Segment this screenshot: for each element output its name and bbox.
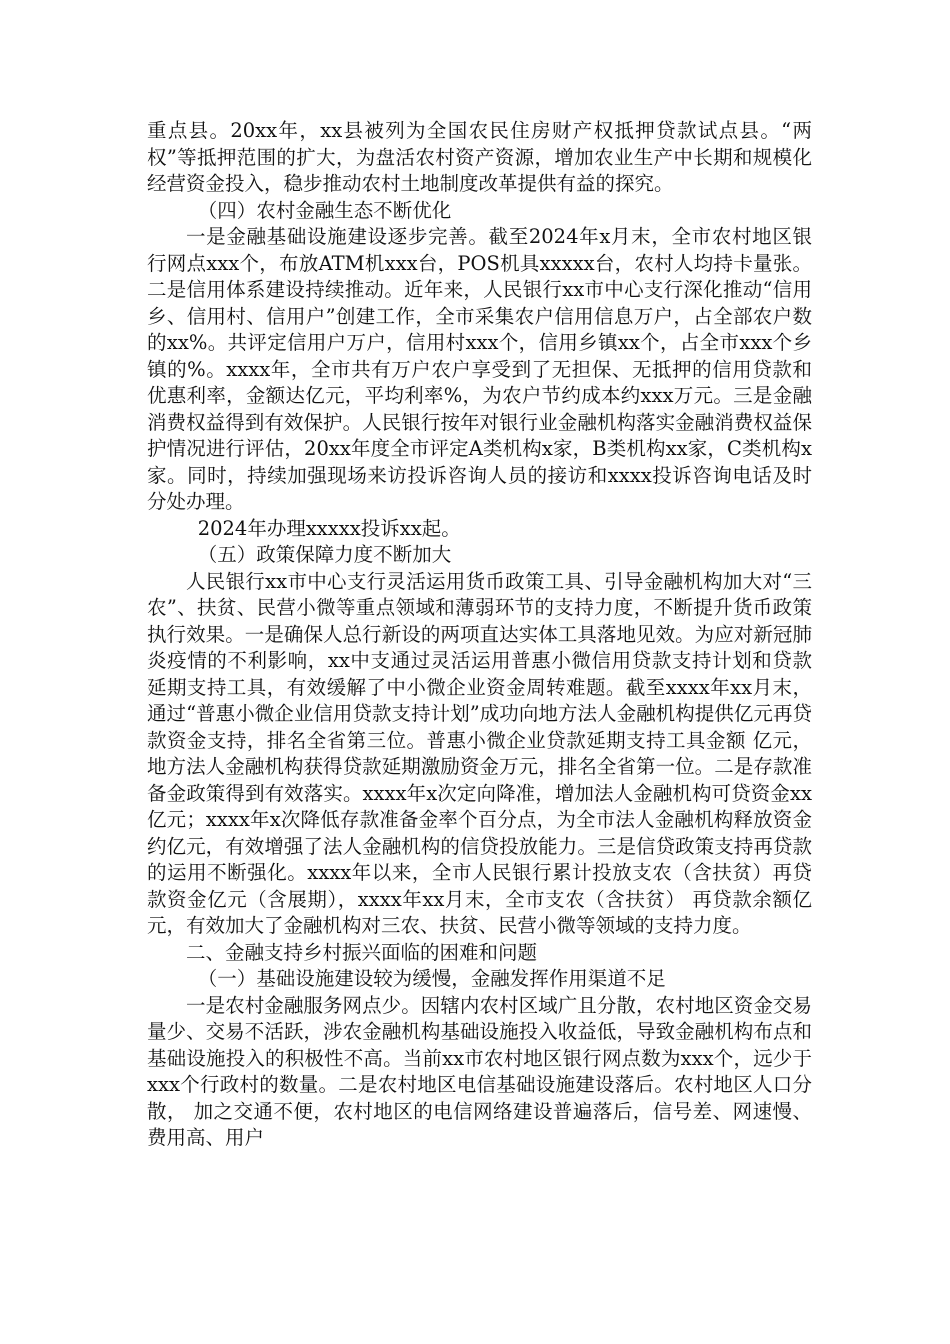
document-page <box>147 118 812 1152</box>
paragraph-rural-finance-ecology: 一是金融基础设施建设逐步完善。截至2024年x月末，全市农村地区银行网点xxx个，布放ATM机xxx台，POS机具xxxxx台，农村人均持卡量张。二是信用体系建设持续推动。近年来，人民银行xx市中心支行深化推动“信用乡、信用村、信用户”创建工作，全市采集农户信用信息万户，占全部农户数的xx%。共评定信用户万户，信用村xxx个，信用乡镇xx个，占全市xxx个乡镇的%。xxxx年，全市共有万户农户享受到了无担保、无抵押的信用贷款和优惠利率，金额达亿元，平均利率%，为农户节约成本约xxx万元。三是金融消费权益得到有效保护。人民银行按年对银行业金融机构落实金融消费权益保护情况进行评估，20xx年度全市评定A类机构x家，B类机构xx家，C类机构x家。同时，持续加强现场来访投诉咨询人员的接访和xxxx投诉咨询电话及时分处办理。 <box>147 225 812 513</box>
chapter-heading-2: 二、金融支持乡村振兴面临的困难和问题 <box>186 940 538 964</box>
section-heading-4: （四）农村金融生态不断优化 <box>197 198 452 222</box>
paragraph-policy-support: 人民银行xx市中心支行灵活运用货币政策工具、引导金融机构加大对“三农”、扶贫、民营小微等重点领域和薄弱环节的支持力度，不断提升货币政策执行效果。一是确保人总行新设的两项直达实体工具落地见效。为应对新冠肺 炎疫情的不利影响，xx中支通过灵活运用普惠小微信用贷款支持计划和贷款延期支持工具，有效缓解了中小微企业资金周转难题。截至xxxx年xx月末，通过“普惠小微企业信用贷款支持计划”成功向地方法人金融机构提供亿元再贷款资金支持，排名全省第三位。普惠小微企业贷款延期支持工具金额 亿元，地方法人金融机构获得贷款延期激励资金万元，排名全省第一位。二是存款准备金政策得到有效落实。xxxx年x次定向降准，增加法人金融机构可贷资金xx亿元；xxxx年x次降低存款准备金率个百分点，为全市法人金融机构释放资金约亿元，有效增强了法人金融机构的信贷投放能力。三是信贷政策支持再贷款的运用不断强化。xxxx年以来，全市人民银行累计投放支农（含扶贫）再贷款资金亿元（含展期），xxxx年xx月末，全市支农（含扶贫） 再贷款余额亿元，有效加大了金融机构对三农、扶贫、民营小微等领域的支持力度。 <box>147 569 812 937</box>
section-heading-1: （一）基础设施建设较为缓慢，金融发挥作用渠道不足 <box>197 967 666 990</box>
section-heading-5: （五）政策保障力度不断加大 <box>197 543 452 566</box>
paragraph-complaints-2024: 2024年办理xxxxx投诉xx起。 <box>197 516 461 540</box>
paragraph-infrastructure: 一是农村金融服务网点少。因辖内农村区域广且分散，农村地区资金交易量少、交易不活跃，涉农金融机构基础设施投入收益低，导致金融机构布点和基础设施投入的积极性不高。当前xx市农村地区银行网点数为xxx个，远少于xxx个行政村的数量。二是农村地区电信基础设施建设落后。农村地区人口分散， 加之交通不便，农村地区的电信网络建设普遍落后，信号差、网速慢、费用高、用户 <box>147 993 812 1149</box>
paragraph-continuation: 重点县。20xx年，xx县被列为全国农民住房财产权抵押贷款试点县。“两权”等抵押范围的扩大，为盘活农村资产资源，增加农业生产中长期和规模化经营资金投入，稳步推动农村土地制度改革提供有益的探究。 <box>147 119 812 195</box>
